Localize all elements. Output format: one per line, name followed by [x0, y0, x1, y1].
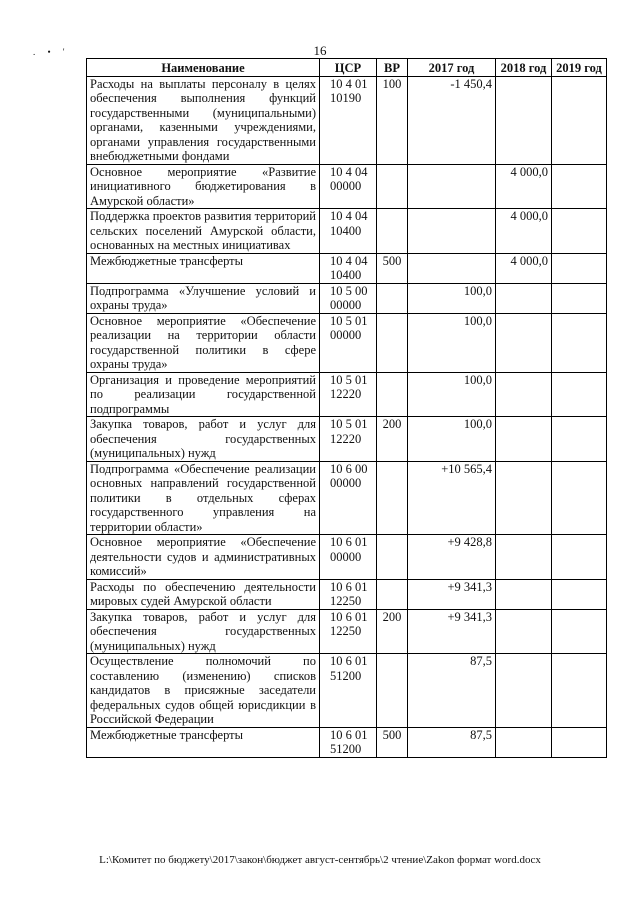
cell-y2018: 4 000,0 [496, 253, 552, 283]
cell-y2018 [496, 535, 552, 580]
cell-name: Подпрограмма «Улучшение условий и охраны труда» [87, 283, 320, 313]
cell-y2017: 100,0 [408, 372, 496, 417]
budget-table [86, 58, 607, 758]
cell-vr [377, 654, 408, 728]
cell-y2017: 87,5 [408, 654, 496, 728]
header-2017: 2017 год [408, 59, 496, 77]
table-row [87, 727, 607, 757]
cell-y2019 [552, 535, 607, 580]
cell-y2018 [496, 76, 552, 164]
cell-csr: 10 6 01 12250 [320, 609, 377, 654]
cell-name: Поддержка проектов развития территорий сельских поселений Амурской области, основанных на местных инициативах [87, 209, 320, 254]
cell-name: Расходы по обеспечению деятельности мировых судей Амурской области [87, 579, 320, 609]
table-row [87, 609, 607, 654]
cell-y2019 [552, 654, 607, 728]
cell-y2017: +10 565,4 [408, 461, 496, 535]
cell-csr: 10 5 01 12220 [320, 417, 377, 462]
cell-name: Основное мероприятие «Развитие инициативного бюджетирования в Амурской области» [87, 164, 320, 209]
cell-y2017: 100,0 [408, 283, 496, 313]
table-row [87, 283, 607, 313]
cell-csr: 10 6 00 00000 [320, 461, 377, 535]
cell-y2018: 4 000,0 [496, 209, 552, 254]
cell-y2018 [496, 313, 552, 372]
cell-csr: 10 4 01 10190 [320, 76, 377, 164]
cell-csr: 10 6 01 51200 [320, 727, 377, 757]
cell-csr: 10 4 04 10400 [320, 209, 377, 254]
table-row [87, 76, 607, 164]
scan-marks: . • ' [33, 47, 70, 57]
table-row [87, 461, 607, 535]
cell-name: Основное мероприятие «Обеспечение реализации на территории области государственной политики в сфере охраны труда» [87, 313, 320, 372]
cell-y2018 [496, 654, 552, 728]
table-row [87, 313, 607, 372]
cell-y2019 [552, 417, 607, 462]
cell-y2017: 87,5 [408, 727, 496, 757]
cell-csr: 10 5 01 12220 [320, 372, 377, 417]
cell-y2017: +9 341,3 [408, 609, 496, 654]
cell-y2018 [496, 579, 552, 609]
cell-name: Организация и проведение мероприятий по реализации государственной подпрограммы [87, 372, 320, 417]
cell-y2019 [552, 164, 607, 209]
cell-vr: 200 [377, 417, 408, 462]
header-vr: ВР [377, 59, 408, 77]
cell-y2019 [552, 209, 607, 254]
table-row [87, 253, 607, 283]
cell-y2018 [496, 283, 552, 313]
cell-name: Межбюджетные трансферты [87, 253, 320, 283]
cell-y2019 [552, 727, 607, 757]
cell-vr: 100 [377, 76, 408, 164]
cell-csr: 10 6 01 12250 [320, 579, 377, 609]
cell-name: Закупка товаров, работ и услуг для обеспечения государственных (муниципальных) нужд [87, 417, 320, 462]
cell-y2018 [496, 727, 552, 757]
cell-y2019 [552, 313, 607, 372]
cell-name: Закупка товаров, работ и услуг для обеспечения государственных (муниципальных) нужд [87, 609, 320, 654]
cell-csr: 10 4 04 00000 [320, 164, 377, 209]
cell-y2017 [408, 209, 496, 254]
header-2018: 2018 год [496, 59, 552, 77]
cell-y2018 [496, 609, 552, 654]
table-row [87, 209, 607, 254]
cell-vr [377, 313, 408, 372]
file-path-footer: L:\Комитет по бюджету\2017\закон\бюджет август-сентябрь\2 чтение\Zakon формат word.docx [99, 854, 541, 866]
cell-csr: 10 5 01 00000 [320, 313, 377, 372]
cell-vr [377, 283, 408, 313]
cell-y2018 [496, 461, 552, 535]
header-name: Наименование [87, 59, 320, 77]
page-number: 16 [313, 43, 327, 58]
cell-y2018 [496, 417, 552, 462]
cell-y2017: 100,0 [408, 417, 496, 462]
cell-vr: 500 [377, 727, 408, 757]
cell-vr [377, 579, 408, 609]
table-row [87, 417, 607, 462]
cell-vr: 500 [377, 253, 408, 283]
cell-name: Расходы на выплаты персоналу в целях обеспечения выполнения функций государственными (муниципальными) органами, казенными учреждениями, органами управления государственными внебюджетными фондами [87, 76, 320, 164]
cell-csr: 10 6 01 00000 [320, 535, 377, 580]
cell-y2019 [552, 283, 607, 313]
table-header-row [87, 59, 607, 77]
cell-y2019 [552, 461, 607, 535]
header-csr: ЦСР [320, 59, 377, 77]
table-row [87, 579, 607, 609]
header-2019: 2019 год [552, 59, 607, 77]
cell-y2017 [408, 164, 496, 209]
cell-y2019 [552, 579, 607, 609]
cell-y2019 [552, 372, 607, 417]
table-row [87, 164, 607, 209]
cell-name: Основное мероприятие «Обеспечение деятельности судов и административных комиссий» [87, 535, 320, 580]
cell-vr [377, 461, 408, 535]
table-row [87, 535, 607, 580]
cell-y2019 [552, 609, 607, 654]
cell-vr: 200 [377, 609, 408, 654]
cell-y2017: +9 341,3 [408, 579, 496, 609]
cell-name: Осуществление полномочий по составлению (изменению) списков кандидатов в присяжные заседатели федеральных судов общей юрисдикции в Российской Федерации [87, 654, 320, 728]
cell-y2017: -1 450,4 [408, 76, 496, 164]
cell-csr: 10 4 04 10400 [320, 253, 377, 283]
cell-y2017: +9 428,8 [408, 535, 496, 580]
table-row [87, 654, 607, 728]
cell-csr: 10 6 01 51200 [320, 654, 377, 728]
cell-y2019 [552, 76, 607, 164]
cell-y2019 [552, 253, 607, 283]
table-row [87, 372, 607, 417]
cell-vr [377, 164, 408, 209]
cell-csr: 10 5 00 00000 [320, 283, 377, 313]
cell-vr [377, 372, 408, 417]
cell-vr [377, 209, 408, 254]
cell-y2017 [408, 253, 496, 283]
cell-y2017: 100,0 [408, 313, 496, 372]
cell-y2018: 4 000,0 [496, 164, 552, 209]
cell-y2018 [496, 372, 552, 417]
cell-name: Межбюджетные трансферты [87, 727, 320, 757]
cell-vr [377, 535, 408, 580]
cell-name: Подпрограмма «Обеспечение реализации основных направлений государственной политики в отдельных сферах государственного управления на территории области» [87, 461, 320, 535]
